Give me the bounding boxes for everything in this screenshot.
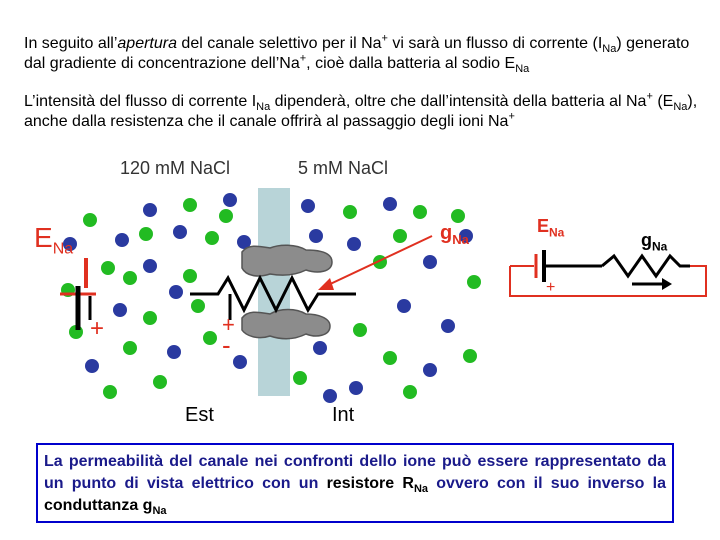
- ion-green: [467, 275, 481, 289]
- ion-blue: [115, 233, 129, 247]
- circuit-plus: +: [546, 279, 556, 296]
- ion-green: [293, 371, 307, 385]
- channel-upper-subunit: [242, 245, 332, 276]
- ion-blue: [143, 203, 157, 217]
- ion-green: [101, 261, 115, 275]
- ion-green: [343, 205, 357, 219]
- label-right-concentration: 5 mM NaCl: [298, 158, 389, 178]
- ion-blue: [423, 255, 437, 269]
- ion-blue: [85, 359, 99, 373]
- ion-blue: [167, 345, 181, 359]
- ion-green: [403, 385, 417, 399]
- ion-blue: [383, 197, 397, 211]
- ion-blue: [349, 381, 363, 395]
- ion-blue: [323, 389, 337, 403]
- label-conductance-right: $g_{Na}$: [641, 230, 668, 254]
- ion-green: [393, 229, 407, 243]
- ion-green: [463, 349, 477, 363]
- ion-green: [191, 299, 205, 313]
- ion-blue: [313, 341, 327, 355]
- ion-green: [139, 227, 153, 241]
- label-left-concentration: 120 mM NaCl: [120, 158, 231, 178]
- ion-green: [203, 331, 217, 345]
- channel-lower-subunit: [242, 310, 330, 339]
- ion-green: [451, 209, 465, 223]
- ion-green: [205, 231, 219, 245]
- ion-green: [183, 269, 197, 283]
- ion-green: [353, 323, 367, 337]
- label-conductance-mid: $g_{Na}$: [440, 222, 469, 247]
- paragraph-intro: In seguito all’apertura del canale selettivo per il Na+ vi sarà un flusso di corrente $(I_{Na})$ generato dal gradiente di concentrazione dell’Na+, cioè dalla batteria al sodio $E_{Na}$: [24, 32, 690, 76]
- ion-blue: [113, 303, 127, 317]
- resistor-minus: -: [222, 330, 231, 360]
- ion-blue: [173, 225, 187, 239]
- label-battery-left: $E_{Na}$: [34, 222, 74, 258]
- battery-left-plus: +: [90, 315, 105, 342]
- ion-blue: [423, 363, 437, 377]
- equivalent-circuit: [510, 250, 706, 296]
- ion-green: [83, 213, 97, 227]
- ion-green: [383, 351, 397, 365]
- ion-green: [413, 205, 427, 219]
- pointer-arrow: [318, 236, 432, 290]
- ion-green: [103, 385, 117, 399]
- ion-green: [219, 209, 233, 223]
- ion-blue: [347, 237, 361, 251]
- ion-blue: [233, 355, 247, 369]
- label-extracellular: Est: [185, 404, 214, 426]
- ion-blue: [169, 285, 183, 299]
- ion-green: [153, 375, 167, 389]
- ion-blue: [309, 229, 323, 243]
- ion-green: [123, 341, 137, 355]
- label-intracellular: Int: [332, 404, 355, 426]
- note-box: La permeabilità del canale nei confronti dello ione può essere rappresentato da un punto di vista elettrico con un resistore $R_{Na}$ ovvero con il suo inverso la conduttanza $g_{Na}$: [36, 443, 674, 523]
- label-battery-right: $E_{Na}$: [537, 216, 565, 240]
- ion-green: [123, 271, 137, 285]
- ion-blue: [223, 193, 237, 207]
- ion-blue: [397, 299, 411, 313]
- ion-blue: [441, 319, 455, 333]
- ion-green: [183, 198, 197, 212]
- ion-blue: [301, 199, 315, 213]
- paragraph-intensity: L’intensità del flusso di corrente $I_{Na}$ dipenderà, oltre che dall’intensità della batteria al Na+ $(E_{Na})$, anche dalla resistenza che il canale offrirà al passaggio degli ioni Na+: [24, 90, 698, 130]
- ion-blue: [143, 259, 157, 273]
- resistor-plus: +: [222, 312, 235, 337]
- ion-green: [143, 311, 157, 325]
